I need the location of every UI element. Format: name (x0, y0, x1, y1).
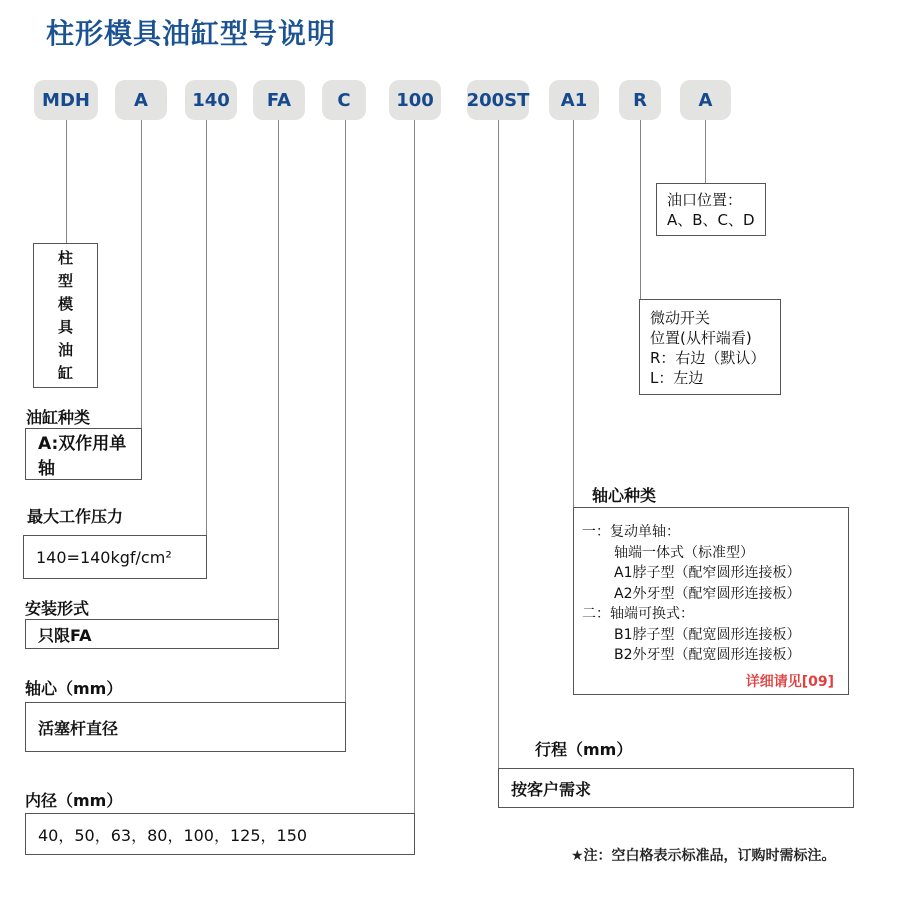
code-badge-100: 100 (389, 80, 441, 120)
cylinder-category-box: A:双作用单轴 (25, 428, 142, 480)
detail-reference-link: 详细请见[09] (745, 673, 834, 690)
rod-label: 轴心（mm） (25, 679, 123, 698)
code-badge-mdh: MDH (34, 80, 98, 120)
connector-140 (206, 120, 207, 535)
mounting-label: 安装形式 (25, 599, 90, 618)
footnote: ★注：空白格表示标准品，订购时需标注。 (571, 848, 836, 864)
code-badge-fa: FA (253, 80, 305, 120)
stroke-box: 按客户需求 (498, 768, 854, 808)
code-badge-140: 140 (185, 80, 237, 120)
connector-fa (278, 120, 279, 619)
connector-a (141, 120, 142, 428)
micro-switch-box (639, 299, 781, 395)
connector-a1 (573, 120, 574, 507)
port-position-line1: 油口位置： (667, 191, 743, 209)
shaft-type-line5: 二：轴端可换式： (582, 606, 694, 622)
cylinder-type-text: 柱型模具油缸 (57, 248, 73, 382)
max-pressure-box: 140=140kgf/cm² (23, 535, 207, 579)
code-badge-r: R (619, 80, 661, 120)
code-badge-a2: A (680, 80, 731, 120)
code-badge-200st: 200ST (467, 80, 529, 120)
code-badge-a: A (115, 80, 167, 120)
shaft-type-box (573, 507, 849, 695)
bore-box: 40，50，63，80，100，125，150 (25, 813, 415, 855)
connector-200st (498, 120, 499, 768)
shaft-type-line1: 一：复动单轴： (582, 524, 680, 540)
shaft-type-line2: 轴端一体式（标准型） (614, 544, 754, 561)
port-position-box (656, 183, 766, 236)
shaft-type-line7: B2外牙型（配宽圆形连接板） (614, 647, 801, 663)
stroke-label: 行程（mm） (535, 740, 633, 759)
micro-switch-line4: L：左边 (650, 369, 704, 387)
micro-switch-line1: 微动开关 (650, 309, 711, 327)
shaft-type-line4: A2外牙型（配窄圆形连接板） (614, 585, 801, 602)
shaft-type-line3: A1脖子型（配窄圆形连接板） (614, 565, 801, 581)
connector-mdh (66, 120, 67, 243)
micro-switch-line2: 位置(从杆端看) (650, 329, 752, 347)
rod-box: 活塞杆直径 (25, 702, 346, 752)
code-badge-c: C (322, 80, 366, 120)
shaft-type-label: 轴心种类 (592, 486, 657, 505)
max-pressure-label: 最大工作压力 (27, 507, 124, 526)
mounting-box: 只限FA (25, 619, 279, 649)
shaft-type-line6: B1脖子型（配宽圆形连接板） (614, 626, 801, 643)
connector-r (640, 120, 641, 299)
connector-a2 (705, 120, 706, 183)
bore-label: 内径（mm） (25, 791, 123, 810)
cylinder-type-box (33, 243, 98, 388)
micro-switch-line3: R：右边（默认） (650, 349, 766, 367)
port-position-line2: A、B、C、D (667, 211, 755, 229)
connector-c (345, 120, 346, 702)
connector-100 (414, 120, 415, 813)
code-badge-a1: A1 (549, 80, 599, 120)
page-title: 柱形模具油缸型号说明 (46, 17, 337, 50)
cylinder-category-label: 油缸种类 (26, 408, 91, 427)
